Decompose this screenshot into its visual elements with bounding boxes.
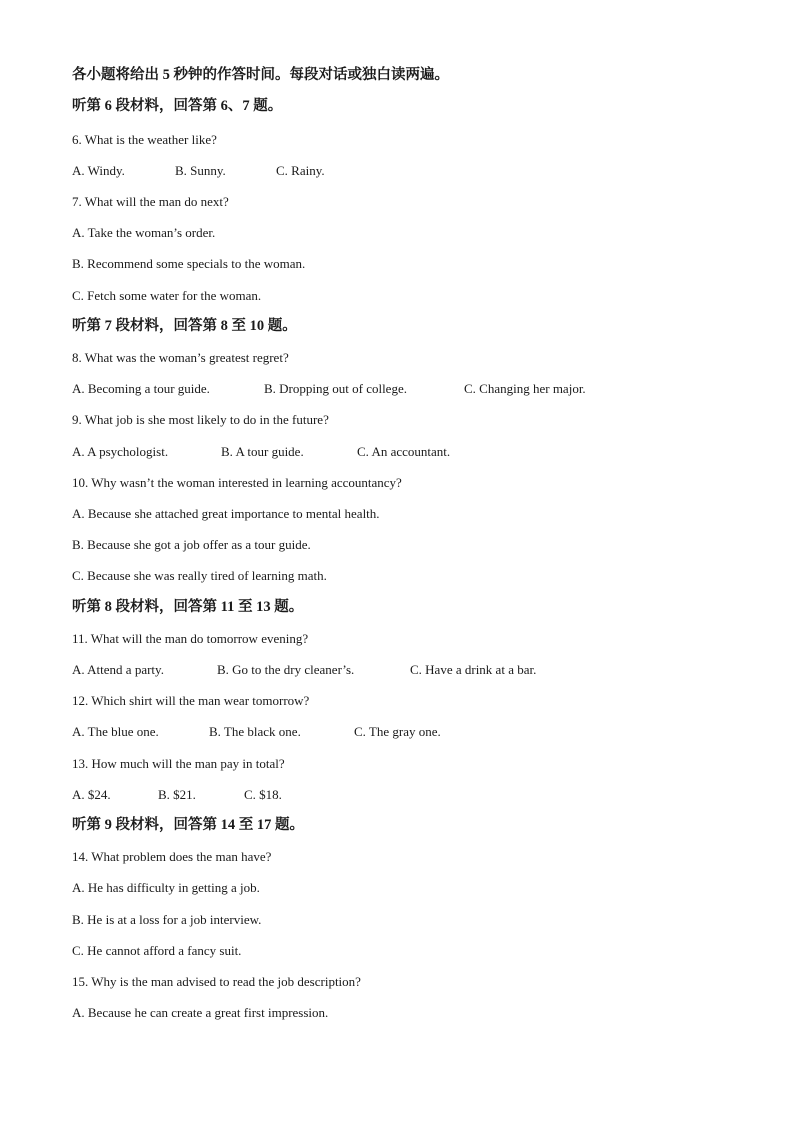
option-c: C. Because she was really tired of learning math.: [72, 568, 327, 583]
option-a: A. $24.: [72, 787, 111, 802]
option-a: A. Attend a party.: [72, 662, 164, 677]
option-c: C. An accountant.: [357, 444, 451, 459]
section-heading: 听第 9 段材料，回答第 14 至 17 题。: [72, 817, 304, 833]
section-heading: 听第 6 段材料，回答第 6、7 题。: [72, 98, 283, 114]
option-c: C. He cannot afford a fancy suit.: [72, 943, 242, 958]
option-a: A. The blue one.: [72, 724, 159, 739]
option-c: C. Rainy.: [276, 163, 325, 178]
option-b: B. Go to the dry cleaner’s.: [217, 662, 355, 677]
option-b: B. Recommend some specials to the woman.: [72, 256, 306, 271]
option-c: C. Have a drink at a bar.: [410, 662, 537, 677]
question-stem: 6. What is the weather like?: [72, 132, 217, 147]
option-a: A. Becoming a tour guide.: [72, 381, 210, 396]
question-stem: 15. Why is the man advised to read the job description?: [72, 974, 361, 989]
question-stem: 12. Which shirt will the man wear tomorrow?: [72, 693, 310, 708]
option-c: C. Fetch some water for the woman.: [72, 288, 262, 303]
option-b: B. The black one.: [209, 724, 301, 739]
option-b: B. Sunny.: [175, 163, 226, 178]
option-a: A. He has difficulty in getting a job.: [72, 880, 260, 895]
question-stem: 9. What job is she most likely to do in the future?: [72, 412, 329, 427]
section-heading: 听第 7 段材料，回答第 8 至 10 题。: [72, 318, 297, 334]
option-c: C. Changing her major.: [464, 381, 586, 396]
question-stem: 7. What will the man do next?: [72, 194, 229, 209]
question-stem: 11. What will the man do tomorrow evening?: [72, 631, 309, 646]
option-a: A. Take the woman’s order.: [72, 225, 216, 240]
instruction-text: 各小题将给出 5 秒钟的作答时间。每段对话或独白读两遍。: [72, 67, 449, 83]
section-heading: 听第 8 段材料，回答第 11 至 13 题。: [72, 599, 304, 615]
option-b: B. A tour guide.: [221, 444, 304, 459]
question-stem: 10. Why wasn’t the woman interested in learning accountancy?: [72, 475, 402, 490]
option-b: B. Dropping out of college.: [264, 381, 407, 396]
option-a: A. Because she attached great importance to mental health.: [72, 506, 380, 521]
question-stem: 8. What was the woman’s greatest regret?: [72, 350, 289, 365]
option-b: B. $21.: [158, 787, 196, 802]
question-stem: 14. What problem does the man have?: [72, 849, 272, 864]
option-a: A. Because he can create a great first impression.: [72, 1005, 329, 1020]
question-stem: 13. How much will the man pay in total?: [72, 756, 285, 771]
option-c: C. The gray one.: [354, 724, 441, 739]
option-a: A. Windy.: [72, 163, 125, 178]
option-a: A. A psychologist.: [72, 444, 169, 459]
option-b: B. He is at a loss for a job interview.: [72, 912, 262, 927]
option-c: C. $18.: [244, 787, 282, 802]
option-b: B. Because she got a job offer as a tour guide.: [72, 537, 311, 552]
